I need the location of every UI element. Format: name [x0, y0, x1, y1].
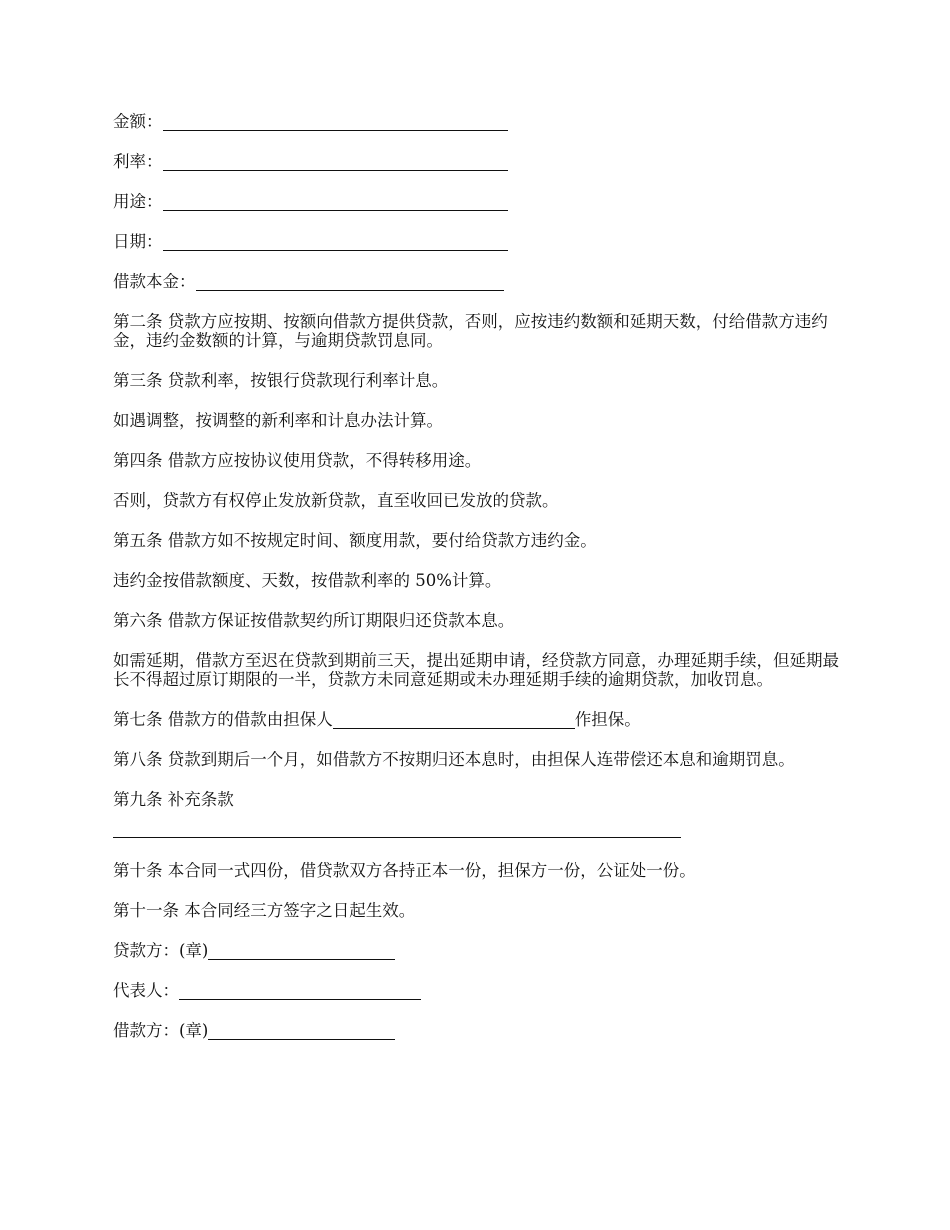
- date-blank: [163, 234, 508, 251]
- rate-blank: [163, 154, 508, 171]
- article-4: 第四条 借款方应按协议使用贷款，不得转移用途。: [113, 451, 482, 470]
- purpose-blank: [163, 194, 508, 211]
- article-9: 第九条 补充条款: [113, 790, 234, 809]
- article-6: 第六条 借款方保证按借款契约所订期限归还贷款本息。: [113, 611, 515, 630]
- supplementary-terms-line: [113, 836, 681, 838]
- lender-signature-row: [113, 941, 853, 960]
- rate-row: [113, 152, 853, 171]
- article-7-suffix: 作担保。: [574, 710, 641, 729]
- guarantor-blank: [333, 712, 575, 729]
- purpose-row: [113, 192, 853, 211]
- contract-page: [113, 112, 853, 1061]
- article-5: 第五条 借款方如不按规定时间、额度用款，要付给贷款方违约金。: [113, 531, 597, 550]
- borrower-label: 借款方：(章): [113, 1021, 209, 1040]
- article-2: 第二条 贷款方应按期、按额向借款方提供贷款，否则，应按违约数额和延期天数，付给借款方违约金，违约金数额的计算，与逾期贷款罚息同。: [113, 312, 828, 350]
- article-4-penalty: 否则，贷款方有权停止发放新贷款，直至收回已发放的贷款。: [113, 491, 559, 510]
- principal-blank: [196, 274, 504, 291]
- article-6-extension: 如需延期，借款方至迟在贷款到期前三天，提出延期申请，经贷款方同意，办理延期手续，但延期最长不得超过原订期限的一半，贷款方未同意延期或未办理延期手续的逾期贷款，加收罚息。: [113, 651, 839, 689]
- article-5-penalty: 违约金按借款额度、天数，按借款利率的 50%计算。: [113, 571, 502, 590]
- representative-label: 代表人：: [113, 981, 179, 1000]
- amount-label: 金额：: [113, 112, 163, 131]
- borrower-signature-blank: [208, 1023, 395, 1040]
- rate-label: 利率：: [113, 152, 163, 171]
- lender-signature-blank: [208, 943, 395, 960]
- principal-label: 借款本金：: [113, 272, 196, 291]
- date-label: 日期：: [113, 232, 163, 251]
- article-10: 第十条 本合同一式四份，借贷款双方各持正本一份，担保方一份，公证处一份。: [113, 861, 696, 880]
- representative-row: [113, 981, 853, 1000]
- representative-blank: [179, 983, 421, 1000]
- article-7: [113, 710, 853, 729]
- purpose-label: 用途：: [113, 192, 163, 211]
- lender-label: 贷款方：(章): [113, 941, 209, 960]
- amount-blank: [163, 114, 508, 131]
- principal-row: [113, 272, 853, 291]
- article-11: 第十一条 本合同经三方签字之日起生效。: [113, 901, 416, 920]
- amount-row: [113, 112, 853, 131]
- borrower-signature-row: [113, 1021, 853, 1040]
- article-3: 第三条 贷款利率，按银行贷款现行利率计息。: [113, 371, 449, 390]
- article-7-text: 第七条 借款方的借款由担保人: [113, 710, 333, 729]
- article-3-adjustment: 如遇调整，按调整的新利率和计息办法计算。: [113, 411, 443, 430]
- date-row: [113, 232, 853, 251]
- article-8: 第八条 贷款到期后一个月，如借款方不按期归还本息时，由担保人连带偿还本息和逾期罚息。: [113, 750, 795, 769]
